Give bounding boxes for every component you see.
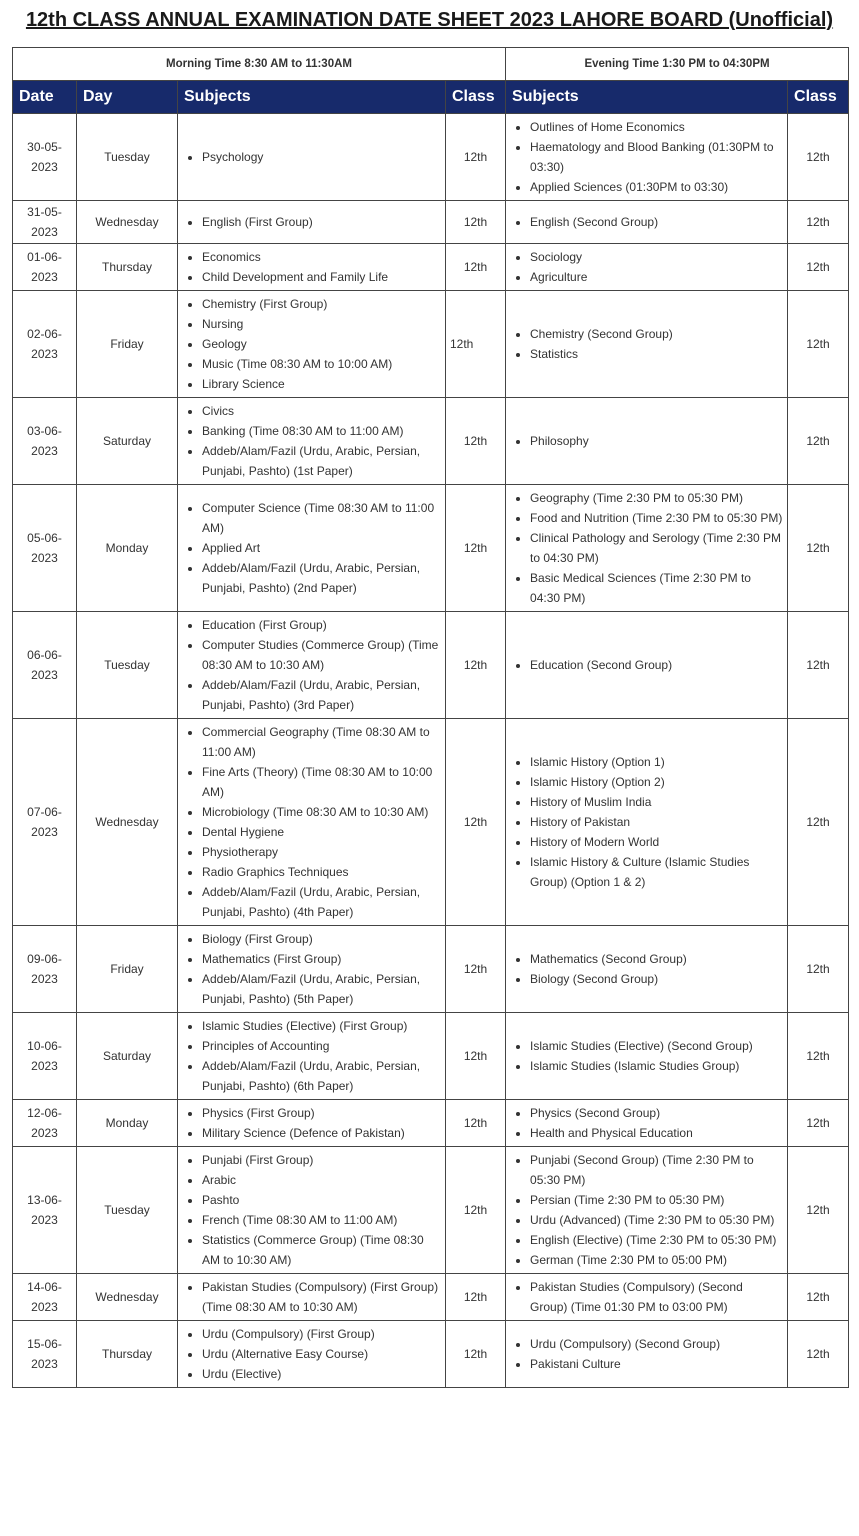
morning-class-cell: 12th [446, 1147, 506, 1274]
subject-item: • Basic Medical Sciences (Time 2:30 PM to 04:30 PM) [530, 568, 783, 608]
subject-item: • Islamic History (Option 2) [530, 772, 783, 792]
subject-item: • Geology [202, 334, 441, 354]
morning-subjects-cell [178, 719, 446, 926]
day-cell: Friday [77, 291, 178, 398]
morning-subjects-cell-list [182, 212, 441, 232]
subject-item: • Education (Second Group) [530, 655, 783, 675]
evening-subjects-cell [506, 1147, 788, 1274]
subject-item: • Addeb/Alam/Fazil (Urdu, Arabic, Persian, Punjabi, Pashto) (6th Paper) [202, 1056, 441, 1096]
subject-item: • Urdu (Advanced) (Time 2:30 PM to 05:30 PM) [530, 1210, 783, 1230]
subject-item: • Mathematics (Second Group) [530, 949, 783, 969]
table-row [13, 926, 849, 1013]
morning-subjects-cell [178, 926, 446, 1013]
table-row [13, 1274, 849, 1321]
subject-item: • Physics (First Group) [202, 1103, 441, 1123]
date-cell: 02-06-2023 [13, 291, 77, 398]
morning-subjects-cell [178, 398, 446, 485]
subject-item: • Radio Graphics Techniques [202, 862, 441, 882]
evening-subjects-cell-list [510, 431, 783, 451]
morning-subjects-cell-list [182, 401, 441, 481]
evening-class-cell: 12th [788, 291, 849, 398]
subject-item: • Nursing [202, 314, 441, 334]
date-cell: 30-05-2023 [13, 114, 77, 201]
morning-subjects-cell-list [182, 294, 441, 394]
evening-subjects-cell-list [510, 117, 783, 197]
subject-item: • Mathematics (First Group) [202, 949, 441, 969]
evening-subjects-cell [506, 1274, 788, 1321]
subject-item: • Agriculture [530, 267, 783, 287]
evening-subjects-cell-list [510, 1103, 783, 1143]
morning-class-cell: 12th [446, 612, 506, 719]
day-cell: Friday [77, 926, 178, 1013]
evening-subjects-cell-list [510, 752, 783, 892]
morning-subjects-cell-list [182, 498, 441, 598]
evening-class-cell: 12th [788, 114, 849, 201]
day-cell: Tuesday [77, 114, 178, 201]
subject-item: • Psychology [202, 147, 441, 167]
column-header-row [13, 81, 849, 114]
table-row [13, 291, 849, 398]
date-sheet-table [12, 47, 849, 1388]
evening-class-cell: 12th [788, 1321, 849, 1388]
subject-item: • Islamic Studies (Elective) (First Group) [202, 1016, 441, 1036]
evening-subjects-cell-list [510, 1334, 783, 1374]
table-row [13, 201, 849, 244]
subject-item: • Education (First Group) [202, 615, 441, 635]
morning-subjects-cell-list [182, 929, 441, 1009]
evening-class-cell: 12th [788, 1013, 849, 1100]
subject-item: • Library Science [202, 374, 441, 394]
subject-item: • Pakistan Studies (Compulsory) (Second Group) (Time 01:30 PM to 03:00 PM) [530, 1277, 783, 1317]
evening-subjects-cell [506, 201, 788, 244]
subject-item: • Physics (Second Group) [530, 1103, 783, 1123]
morning-subjects-cell-list [182, 1103, 441, 1143]
evening-subjects-cell [506, 244, 788, 291]
table-row [13, 244, 849, 291]
header-class-evening: Class [788, 81, 849, 114]
subject-item: • Addeb/Alam/Fazil (Urdu, Arabic, Persian, Punjabi, Pashto) (5th Paper) [202, 969, 441, 1009]
evening-subjects-cell-list [510, 655, 783, 675]
subject-item: • Chemistry (First Group) [202, 294, 441, 314]
evening-class-cell: 12th [788, 398, 849, 485]
page-title: 12th CLASS ANNUAL EXAMINATION DATE SHEET 2023 LAHORE BOARD (Unofficial) [25, 9, 834, 31]
subject-item: • Addeb/Alam/Fazil (Urdu, Arabic, Persian, Punjabi, Pashto) (4th Paper) [202, 882, 441, 922]
subject-item: • Statistics [530, 344, 783, 364]
subject-item: • Urdu (Elective) [202, 1364, 441, 1384]
morning-class-cell: 12th [446, 244, 506, 291]
morning-session-label: Morning Time 8:30 AM to 11:30AM [13, 48, 506, 81]
subject-item: • Geography (Time 2:30 PM to 05:30 PM) [530, 488, 783, 508]
subject-item: • Dental Hygiene [202, 822, 441, 842]
subject-item: • Child Development and Family Life [202, 267, 441, 287]
subject-item: • Military Science (Defence of Pakistan) [202, 1123, 441, 1143]
morning-class-cell: 12th [446, 719, 506, 926]
table-row [13, 612, 849, 719]
subject-item: • Banking (Time 08:30 AM to 11:00 AM) [202, 421, 441, 441]
morning-class-cell: 12th [446, 1013, 506, 1100]
subject-item: • Punjabi (First Group) [202, 1150, 441, 1170]
day-cell: Monday [77, 1100, 178, 1147]
date-cell: 12-06-2023 [13, 1100, 77, 1147]
evening-session-label: Evening Time 1:30 PM to 04:30PM [506, 48, 849, 81]
subject-item: • Islamic History & Culture (Islamic Studies Group) (Option 1 & 2) [530, 852, 783, 892]
morning-subjects-cell [178, 114, 446, 201]
subject-item: • Addeb/Alam/Fazil (Urdu, Arabic, Persian, Punjabi, Pashto) (2nd Paper) [202, 558, 441, 598]
subject-item: • Civics [202, 401, 441, 421]
subject-item: • Islamic Studies (Islamic Studies Group) [530, 1056, 783, 1076]
table-row [13, 485, 849, 612]
morning-subjects-cell-list [182, 1277, 441, 1317]
date-cell: 31-05-2023 [13, 201, 77, 244]
morning-class-cell: 12th [446, 1274, 506, 1321]
subject-item: • Clinical Pathology and Serology (Time 2:30 PM to 04:30 PM) [530, 528, 783, 568]
subject-item: • Applied Art [202, 538, 441, 558]
morning-subjects-cell-list [182, 1016, 441, 1096]
morning-subjects-cell [178, 1147, 446, 1274]
table-row [13, 719, 849, 926]
morning-subjects-cell-list [182, 1150, 441, 1270]
table-body [13, 114, 849, 1388]
morning-class-cell: 12th [446, 201, 506, 244]
date-cell: 06-06-2023 [13, 612, 77, 719]
table-row [13, 1321, 849, 1388]
table-row [13, 1100, 849, 1147]
evening-subjects-cell-list [510, 488, 783, 608]
morning-subjects-cell-list [182, 1324, 441, 1384]
header-class-morning: Class [446, 81, 506, 114]
date-cell: 15-06-2023 [13, 1321, 77, 1388]
subject-item: • Outlines of Home Economics [530, 117, 783, 137]
evening-subjects-cell [506, 485, 788, 612]
morning-subjects-cell [178, 1321, 446, 1388]
day-cell: Saturday [77, 1013, 178, 1100]
morning-subjects-cell [178, 201, 446, 244]
subject-item: • Urdu (Alternative Easy Course) [202, 1344, 441, 1364]
evening-subjects-cell [506, 1013, 788, 1100]
subject-item: • Economics [202, 247, 441, 267]
subject-item: • Commercial Geography (Time 08:30 AM to 11:00 AM) [202, 722, 441, 762]
subject-item: • English (Second Group) [530, 212, 783, 232]
subject-item: • Fine Arts (Theory) (Time 08:30 AM to 10:00 AM) [202, 762, 441, 802]
subject-item: • Arabic [202, 1170, 441, 1190]
subject-item: • Addeb/Alam/Fazil (Urdu, Arabic, Persian, Punjabi, Pashto) (3rd Paper) [202, 675, 441, 715]
morning-subjects-cell-list [182, 722, 441, 922]
subject-item: • Physiotherapy [202, 842, 441, 862]
evening-class-cell: 12th [788, 612, 849, 719]
subject-item: • Islamic History (Option 1) [530, 752, 783, 772]
subject-item: • Pakistan Studies (Compulsory) (First Group) (Time 08:30 AM to 10:30 AM) [202, 1277, 441, 1317]
subject-item: • History of Modern World [530, 832, 783, 852]
date-cell: 09-06-2023 [13, 926, 77, 1013]
subject-item: • Philosophy [530, 431, 783, 451]
date-cell: 07-06-2023 [13, 719, 77, 926]
morning-subjects-cell-list [182, 247, 441, 287]
table-row [13, 114, 849, 201]
subject-item: • Applied Sciences (01:30PM to 03:30) [530, 177, 783, 197]
header-date: Date [13, 81, 77, 114]
evening-subjects-cell-list [510, 247, 783, 287]
morning-class-cell: 12th [446, 1100, 506, 1147]
table-row [13, 398, 849, 485]
evening-subjects-cell-list [510, 949, 783, 989]
subject-item: • Health and Physical Education [530, 1123, 783, 1143]
morning-class-cell: 12th [446, 485, 506, 612]
morning-subjects-cell [178, 485, 446, 612]
subject-item: • Statistics (Commerce Group) (Time 08:30 AM to 10:30 AM) [202, 1230, 441, 1270]
morning-subjects-cell [178, 1013, 446, 1100]
subject-item: • Biology (First Group) [202, 929, 441, 949]
subject-item: • Haematology and Blood Banking (01:30PM to 03:30) [530, 137, 783, 177]
date-cell: 10-06-2023 [13, 1013, 77, 1100]
morning-class-cell: 12th [446, 114, 506, 201]
morning-subjects-cell [178, 612, 446, 719]
evening-subjects-cell [506, 1321, 788, 1388]
morning-class-cell: 12th [446, 1321, 506, 1388]
evening-subjects-cell [506, 926, 788, 1013]
evening-subjects-cell-list [510, 1150, 783, 1270]
subject-item: • Islamic Studies (Elective) (Second Group) [530, 1036, 783, 1056]
morning-class-cell: 12th [446, 291, 506, 398]
evening-subjects-cell-list [510, 324, 783, 364]
subject-item: • English (First Group) [202, 212, 441, 232]
morning-subjects-cell [178, 244, 446, 291]
day-cell: Wednesday [77, 201, 178, 244]
morning-subjects-cell [178, 291, 446, 398]
subject-item: • Pakistani Culture [530, 1354, 783, 1374]
header-subjects-morning: Subjects [178, 81, 446, 114]
header-subjects-evening: Subjects [506, 81, 788, 114]
evening-class-cell: 12th [788, 719, 849, 926]
evening-class-cell: 12th [788, 485, 849, 612]
evening-subjects-cell [506, 719, 788, 926]
day-cell: Wednesday [77, 1274, 178, 1321]
subject-item: • Persian (Time 2:30 PM to 05:30 PM) [530, 1190, 783, 1210]
subject-item: • Music (Time 08:30 AM to 10:00 AM) [202, 354, 441, 374]
evening-subjects-cell-list [510, 1036, 783, 1076]
evening-subjects-cell [506, 1100, 788, 1147]
session-row [13, 48, 849, 81]
table-row [13, 1147, 849, 1274]
subject-item: • History of Pakistan [530, 812, 783, 832]
subject-item: • Addeb/Alam/Fazil (Urdu, Arabic, Persian, Punjabi, Pashto) (1st Paper) [202, 441, 441, 481]
subject-item: • French (Time 08:30 AM to 11:00 AM) [202, 1210, 441, 1230]
evening-subjects-cell-list [510, 212, 783, 232]
table-row [13, 1013, 849, 1100]
day-cell: Thursday [77, 1321, 178, 1388]
subject-item: • Computer Science (Time 08:30 AM to 11:00 AM) [202, 498, 441, 538]
evening-class-cell: 12th [788, 244, 849, 291]
subject-item: • Punjabi (Second Group) (Time 2:30 PM to 05:30 PM) [530, 1150, 783, 1190]
subject-item: • Chemistry (Second Group) [530, 324, 783, 344]
evening-class-cell: 12th [788, 1100, 849, 1147]
morning-class-cell: 12th [446, 398, 506, 485]
morning-subjects-cell [178, 1274, 446, 1321]
day-cell: Tuesday [77, 1147, 178, 1274]
subject-item: • Sociology [530, 247, 783, 267]
evening-subjects-cell-list [510, 1277, 783, 1317]
day-cell: Monday [77, 485, 178, 612]
subject-item: • Biology (Second Group) [530, 969, 783, 989]
day-cell: Tuesday [77, 612, 178, 719]
day-cell: Wednesday [77, 719, 178, 926]
subject-item: • Urdu (Compulsory) (First Group) [202, 1324, 441, 1344]
morning-subjects-cell-list [182, 615, 441, 715]
date-cell: 05-06-2023 [13, 485, 77, 612]
day-cell: Saturday [77, 398, 178, 485]
subject-item: • Food and Nutrition (Time 2:30 PM to 05:30 PM) [530, 508, 783, 528]
evening-subjects-cell [506, 114, 788, 201]
subject-item: • English (Elective) (Time 2:30 PM to 05:30 PM) [530, 1230, 783, 1250]
subject-item: • Urdu (Compulsory) (Second Group) [530, 1334, 783, 1354]
header-day: Day [77, 81, 178, 114]
morning-subjects-cell-list [182, 147, 441, 167]
evening-subjects-cell [506, 612, 788, 719]
date-cell: 14-06-2023 [13, 1274, 77, 1321]
subject-item: • German (Time 2:30 PM to 05:00 PM) [530, 1250, 783, 1270]
morning-subjects-cell [178, 1100, 446, 1147]
date-cell: 13-06-2023 [13, 1147, 77, 1274]
subject-item: • Pashto [202, 1190, 441, 1210]
subject-item: • History of Muslim India [530, 792, 783, 812]
evening-class-cell: 12th [788, 201, 849, 244]
evening-subjects-cell [506, 398, 788, 485]
date-cell: 01-06-2023 [13, 244, 77, 291]
morning-class-cell: 12th [446, 926, 506, 1013]
day-cell: Thursday [77, 244, 178, 291]
subject-item: • Computer Studies (Commerce Group) (Time 08:30 AM to 10:30 AM) [202, 635, 441, 675]
date-cell: 03-06-2023 [13, 398, 77, 485]
subject-item: • Principles of Accounting [202, 1036, 441, 1056]
evening-subjects-cell [506, 291, 788, 398]
subject-item: • Microbiology (Time 08:30 AM to 10:30 AM) [202, 802, 441, 822]
evening-class-cell: 12th [788, 1274, 849, 1321]
evening-class-cell: 12th [788, 926, 849, 1013]
evening-class-cell: 12th [788, 1147, 849, 1274]
